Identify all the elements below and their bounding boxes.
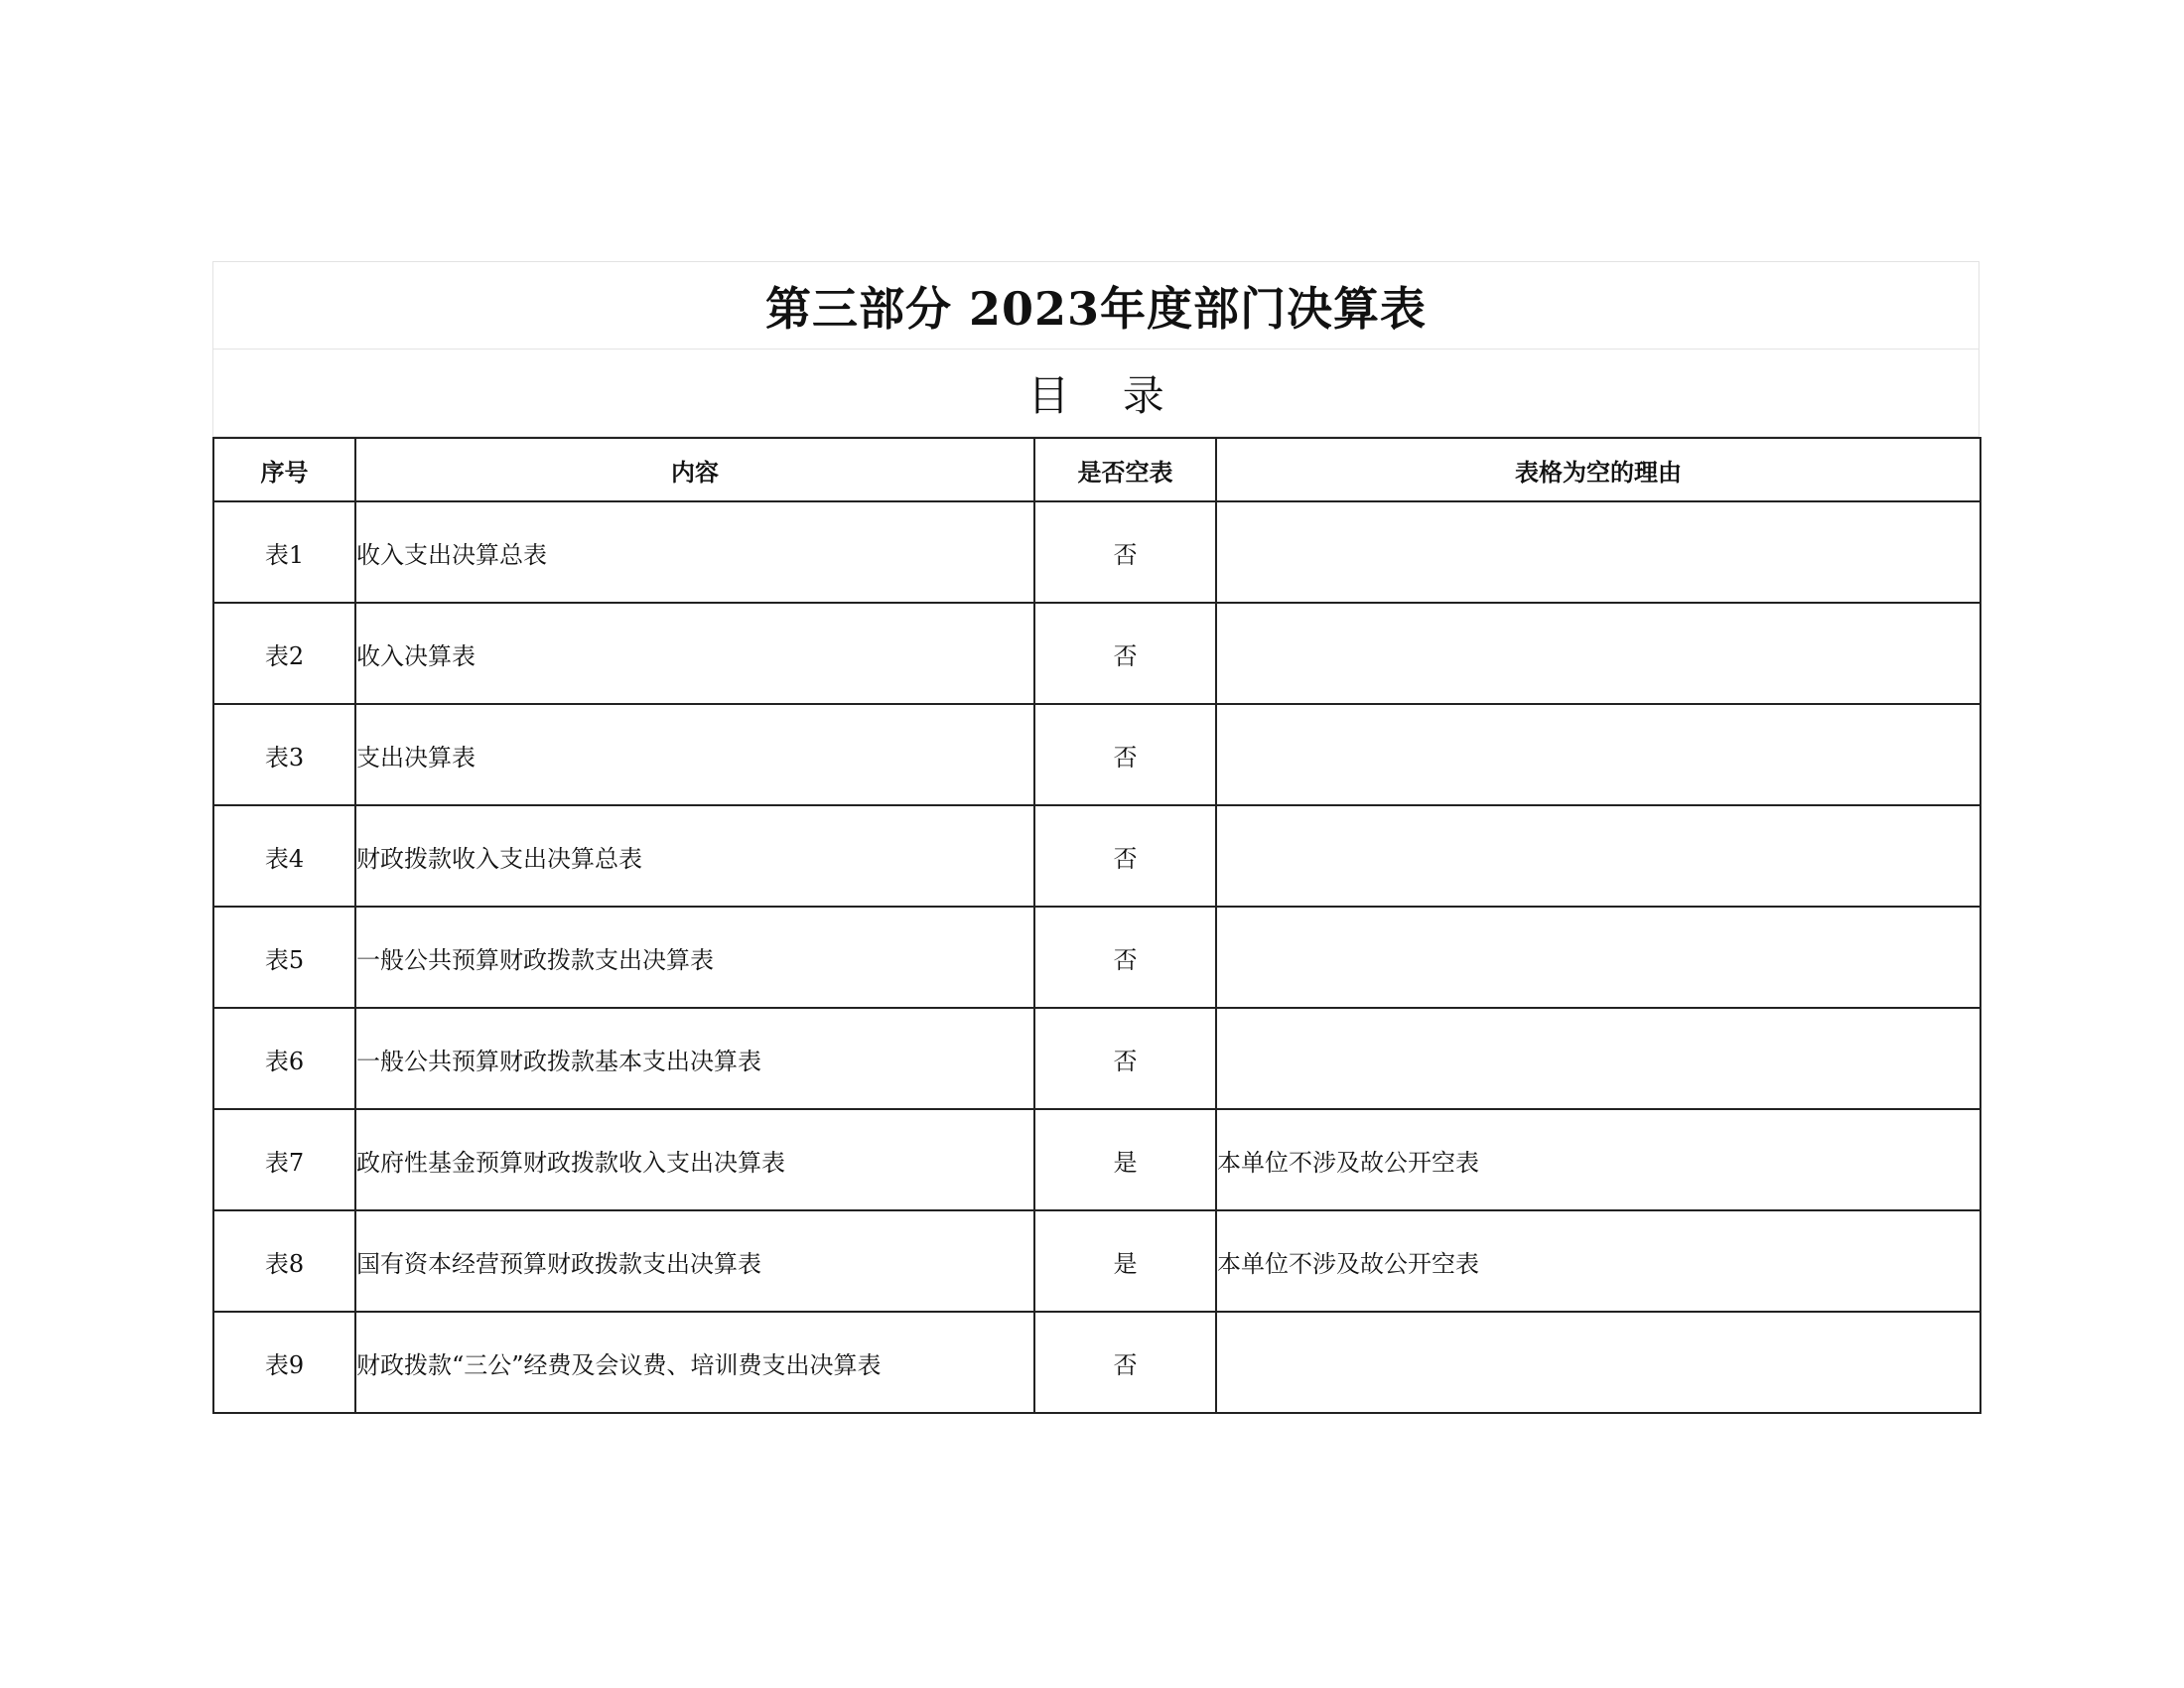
row-reason	[1216, 805, 1980, 907]
row-no: 表4	[213, 805, 355, 907]
subtitle-row	[212, 349, 1979, 437]
row-no: 表6	[213, 1008, 355, 1109]
row-reason	[1216, 1008, 1980, 1109]
table-row	[213, 907, 1980, 1008]
table-row	[213, 1210, 1980, 1312]
row-no: 表2	[213, 603, 355, 704]
row-content: 一般公共预算财政拨款支出决算表	[355, 907, 1034, 1008]
header-no: 序号	[213, 438, 355, 501]
row-is-empty: 否	[1034, 501, 1216, 603]
document-subtitle: 目 录	[1027, 370, 1164, 420]
row-content: 财政拨款“三公”经费及会议费、培训费支出决算表	[355, 1312, 1034, 1413]
row-is-empty: 否	[1034, 907, 1216, 1008]
row-no: 表1	[213, 501, 355, 603]
table-row	[213, 704, 1980, 805]
document-sheet	[212, 261, 1979, 1414]
table-row	[213, 501, 1980, 603]
toc-table	[212, 437, 1981, 1414]
header-is-empty: 是否空表	[1034, 438, 1216, 501]
row-no: 表3	[213, 704, 355, 805]
row-content: 财政拨款收入支出决算总表	[355, 805, 1034, 907]
row-reason	[1216, 603, 1980, 704]
header-content: 内容	[355, 438, 1034, 501]
title-row	[212, 261, 1979, 349]
row-no: 表8	[213, 1210, 355, 1312]
row-content: 国有资本经营预算财政拨款支出决算表	[355, 1210, 1034, 1312]
row-reason	[1216, 907, 1980, 1008]
row-reason: 本单位不涉及故公开空表	[1216, 1210, 1980, 1312]
row-reason: 本单位不涉及故公开空表	[1216, 1109, 1980, 1210]
row-reason	[1216, 704, 1980, 805]
table-header-row	[213, 438, 1980, 501]
row-reason	[1216, 501, 1980, 603]
table-row	[213, 1008, 1980, 1109]
header-reason: 表格为空的理由	[1216, 438, 1980, 501]
row-is-empty: 否	[1034, 603, 1216, 704]
document-title: 第三部分 2023年度部门决算表	[764, 281, 1428, 336]
row-is-empty: 是	[1034, 1210, 1216, 1312]
row-is-empty: 否	[1034, 704, 1216, 805]
table-row	[213, 805, 1980, 907]
table-row	[213, 603, 1980, 704]
row-no: 表5	[213, 907, 355, 1008]
row-no: 表7	[213, 1109, 355, 1210]
row-content: 收入决算表	[355, 603, 1034, 704]
row-content: 支出决算表	[355, 704, 1034, 805]
row-no: 表9	[213, 1312, 355, 1413]
row-content: 政府性基金预算财政拨款收入支出决算表	[355, 1109, 1034, 1210]
row-content: 收入支出决算总表	[355, 501, 1034, 603]
row-is-empty: 否	[1034, 805, 1216, 907]
table-row	[213, 1109, 1980, 1210]
row-is-empty: 否	[1034, 1008, 1216, 1109]
row-content: 一般公共预算财政拨款基本支出决算表	[355, 1008, 1034, 1109]
table-row	[213, 1312, 1980, 1413]
row-reason	[1216, 1312, 1980, 1413]
row-is-empty: 是	[1034, 1109, 1216, 1210]
row-is-empty: 否	[1034, 1312, 1216, 1413]
